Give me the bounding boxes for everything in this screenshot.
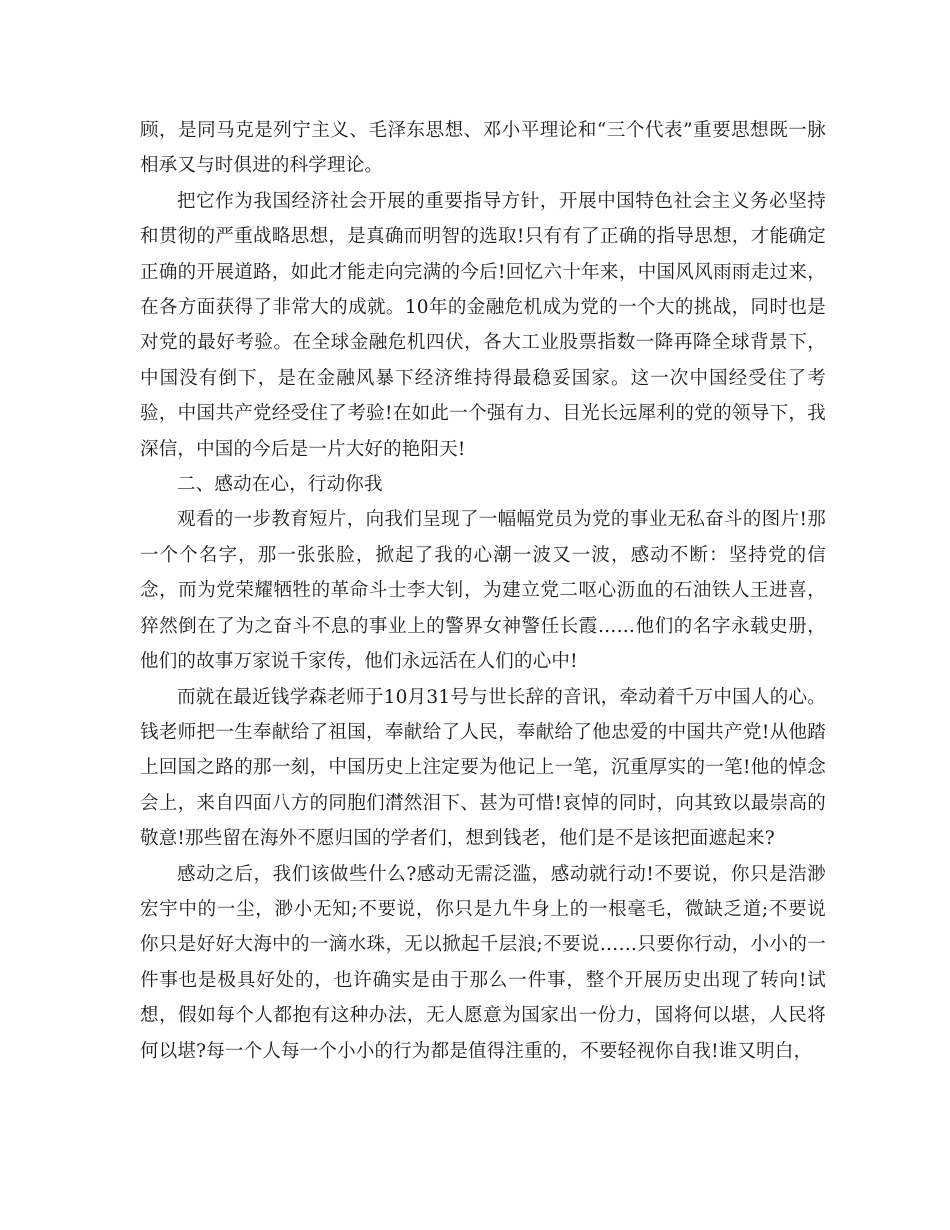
paragraph-after-moved: 感动之后，我们该做些什么?感动无需泛滥，感动就行动!不要说，你只是浩渺宏宇中的一尘，渺小无知;不要说，你只是九牛身上的一根毫毛，微缺乏道;不要说你只是好好大海中的一滴水珠，无以掀起千层浪;不要说……只要你行动，小小的一件事也是极具好处的，也许确实是由于那么一件事，整个开展历史出现了转向!试想，假如每个人都抱有这种办法，无人愿意为国家出一份力，国将何以堪，人民将何以堪?每一个人每一个小小的行为都是值得注重的，不要轻视你自我!谁又明白，	[140, 863, 826, 1062]
section-heading: 二、感动在心，行动你我	[177, 474, 383, 496]
paragraph-education-film: 观看的一步教育短片，向我们呈现了一幅幅党员为党的事业无私奋斗的图片!那一个个名字，那一张张脸，掀起了我的心潮一波又一波，感动不断：坚持党的信念，而为党荣耀牺牲的革命斗士李大钊，为建立党二呕心沥血的石油铁人王进喜，猝然倒在了为之奋斗不息的事业上的警界女神警任长霞……他们的名字永载史册，他们的故事万家说千家传，他们永远活在人们的心中!	[140, 509, 826, 673]
paragraph-intro-continuation: 顾，是同马克是列宁主义、毛泽东思想、邓小平理论和“三个代表”重要思想既一脉相承又与时俱进的科学理论。	[140, 120, 826, 177]
document-body	[140, 113, 826, 1069]
paragraph-qian-xuesen: 而就在最近钱学森老师于10月31号与世长辞的音讯，牵动着千万中国人的心。钱老师把一生奉献给了祖国，奉献给了人民，奉献给了他忠爱的中国共产党!从他踏上回国之路的那一刻，中国历史上注定要为他记上一笔，沉重厚实的一笔!他的悼念会上，来自四面八方的同胞们潸然泪下、甚为可惜!哀悼的同时，向其致以最崇高的敬意!那些留在海外不愿归国的学者们，想到钱老，他们是不是该把面遮起来?	[140, 686, 826, 850]
paragraph-guiding-policy: 把它作为我国经济社会开展的重要指导方针，开展中国特色社会主义务必坚持和贯彻的严重战略思想，是真确而明智的选取!只有有了正确的指导思想，才能确定正确的开展道路，如此才能走向完满的今后!回忆六十年来，中国风风雨雨走过来，在各方面获得了非常大的成就。10年的金融危机成为党的一个大的挑战，同时也是对党的最好考验。在全球金融危机四伏，各大工业股票指数一降再降全球背景下，中国没有倒下，是在金融风暴下经济维持得最稳妥国家。这一次中国经受住了考验，中国共产党经受住了考验!在如此一个强有力、目光长远犀利的党的领导下，我深信，中国的今后是一片大好的艳阳天!	[140, 190, 826, 460]
